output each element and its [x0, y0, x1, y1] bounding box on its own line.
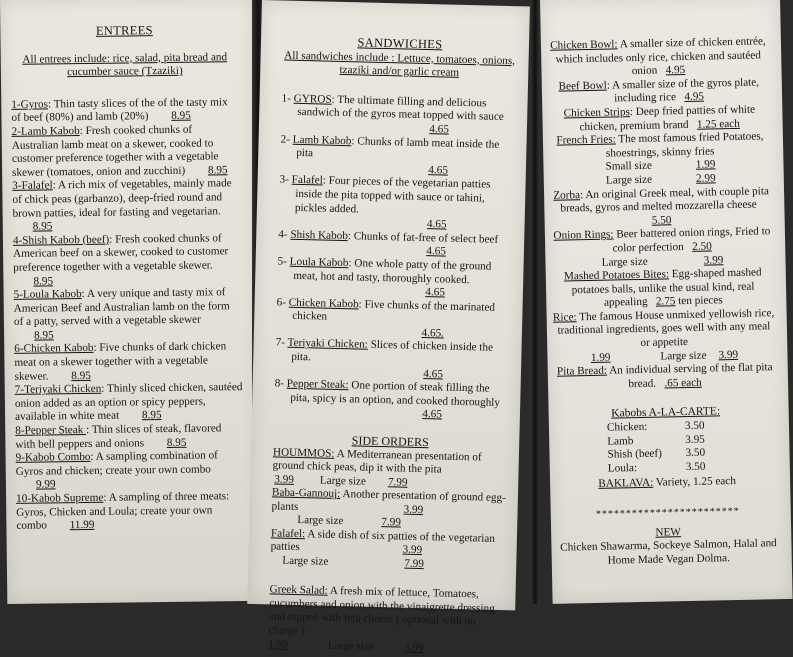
sandwich-price: 4.65: [428, 163, 449, 177]
entree-desc: : Thin slices of steak, flavored with bell peppers and onions: [15, 422, 222, 451]
sandwich-number: 1-: [281, 92, 292, 105]
entree-item: [15, 381, 243, 425]
sandwich-desc: : Chunks of fat-free of select beef: [347, 229, 499, 246]
chicken-bowl-name: Chicken Bowl:: [550, 38, 618, 52]
sandwich-price: 4.65: [422, 408, 443, 421]
sandwich-price: 4.65: [425, 286, 446, 299]
zorba-desc: : An original Greek meal, with couple pita breads, gyros and melted mozzarella cheese: [560, 184, 769, 215]
fries-desc: The most famous fried Potatoes, shoestrings, skinny fries: [605, 130, 764, 160]
strips-desc: : Deep fried patties of white chicken, premium brand: [579, 103, 756, 133]
entree-desc: : Five chunks of dark chicken meat on a skewer together with a vegetable skewer.: [14, 340, 227, 383]
sandwich-name: Falafel: [291, 174, 323, 187]
falafel-side-large-price: 7.99: [404, 557, 425, 570]
strips-price: 1.25 each: [696, 117, 740, 131]
alacarte-list: [555, 418, 778, 477]
zorba-price: 5.50: [651, 214, 672, 227]
alacarte-price: 3.50: [684, 419, 705, 433]
sandwich-price: 4.65.: [421, 326, 445, 340]
entrees-column: [10, 23, 244, 534]
sandwich-name: Loula Kabob: [289, 255, 349, 270]
bites-price: 2.75: [655, 295, 676, 308]
entree-desc: : Thinly sliced chicken, sautéed onion added as an option or spicy peppers, available in white meat: [14, 381, 243, 424]
sandwich-item: [277, 255, 512, 301]
sandwich-price: 4.65: [429, 123, 450, 136]
sandwich-number: 7-: [275, 336, 286, 350]
hoummos-large-label: Large size: [319, 474, 367, 488]
entree-name: 5-Loula Kabob: [13, 288, 82, 301]
baklava-desc: Variety, 1.25 each: [653, 475, 737, 490]
entree-desc: : Fresh cooked chunks of Australian lamb meat on a skewer, cooked to customer preference together with a vegetable skewer (tomatoes, onion and zucchini): [11, 123, 219, 179]
sandwich-item: [278, 174, 513, 234]
entree-name: 8-Pepper Steak: [15, 424, 87, 437]
alacarte-name: Loula:: [607, 461, 638, 475]
sandwich-item: [280, 133, 515, 179]
chicken-bowl-desc: A smaller size of chicken entrée, which includes only rice, chicken and sautéed onion: [555, 35, 766, 78]
hoummos-small-price: 3.99: [274, 473, 295, 486]
alacarte-name: Lamb: [607, 434, 634, 448]
entree-desc: : A sampling combination of Gyros and chicken; create your own combo: [15, 449, 218, 478]
sandwich-item: [275, 337, 510, 383]
side-greek-salad: [268, 584, 504, 657]
entrees-heading: ENTREES: [95, 23, 153, 38]
sandwich-number: 5-: [277, 255, 288, 268]
entree-item: [14, 341, 242, 385]
entree-name: 4-Shish Kabob (beef): [12, 233, 110, 247]
baba-large-label: Large size: [297, 514, 344, 528]
falafel-side-name: Falafel:: [270, 527, 306, 540]
entree-item: [16, 490, 244, 534]
side-hoummos: [272, 446, 507, 492]
sandwich-list: [274, 92, 516, 424]
sandwich-item: [274, 378, 509, 424]
rice-desc: The famous House unmixed yellowish rice, traditional ingredients, goes well with any meal or appetite: [557, 307, 775, 350]
entree-price: 8.95: [171, 110, 191, 123]
alacarte-price: 3.50: [685, 446, 706, 460]
sandwiches-panel: [247, 0, 530, 654]
bites-suffix: ten pieces: [675, 294, 723, 308]
sandwich-number: 2-: [280, 133, 291, 146]
alacarte-price: 3.50: [685, 460, 706, 473]
baba-name: Baba-Gannouj:: [271, 486, 341, 501]
entree-item: [12, 123, 241, 180]
alacarte-name: Shish (beef): [607, 447, 663, 461]
entree-name: 9-Kabob Combo: [15, 451, 91, 465]
fries-small-price: 1.99: [695, 158, 716, 172]
pita-desc: An individual serving of the flat pita bread.: [606, 361, 773, 391]
entree-name: 1-Gyros: [11, 98, 49, 111]
beef-bowl-price: 4.95: [684, 90, 705, 104]
fries-name: French Fries:: [556, 133, 616, 147]
sandwich-desc: : Five chunks of the marinated chicken: [292, 298, 496, 323]
sandwich-number: 8-: [274, 377, 285, 390]
sandwiches-heading: SANDWICHES: [357, 35, 443, 52]
sandwich-desc: : Chunks of lamb meat inside the pita: [296, 134, 500, 160]
fries-small-label: Small size: [605, 160, 652, 174]
sandwich-price: 4.65: [426, 218, 447, 231]
sandwich-name: Pepper Steak:: [286, 377, 349, 392]
entree-price: 9.99: [35, 478, 56, 492]
salad-desc: A fresh mix of lettuce, Tomatoes, cucumbers and onion with the vinaigrette dressing and topped with feta cheese ( optional with no charge ): [268, 584, 495, 638]
sandwich-desc: : One whole patty of the ground meat, hot and tasty, thoroughly cooked.: [293, 257, 492, 286]
entree-desc: : A rich mix of vegetables, mainly made of chick peas (garbanzo), deep-fried round and brown patties, ideal for fasting and vegetarian.: [12, 177, 232, 220]
pita-bread: [554, 361, 777, 393]
new-heading: NEW: [655, 525, 682, 539]
entree-item: [16, 449, 244, 493]
bites-desc: Egg-shaped mashed potatoes balls, unlike the usual kind, real appealing: [571, 266, 762, 310]
sandwich-number: 6-: [276, 296, 287, 309]
sandwich-number: 4-: [278, 228, 288, 241]
alacarte-name: Chicken:: [606, 420, 648, 434]
sides-column: [547, 35, 780, 569]
rings-large-price: 3.99: [703, 253, 724, 267]
entree-item: [13, 232, 242, 289]
entree-price: 8.95: [32, 220, 53, 233]
baba-large-price: 7.99: [381, 516, 402, 529]
fries-large-label: Large size: [605, 173, 653, 187]
entree-list: [11, 96, 244, 534]
entree-name: 10-Kabob Supreme: [16, 491, 104, 505]
baba-small-price: 3.99: [403, 503, 424, 516]
salad-large-label: Large size: [327, 639, 375, 653]
sandwich-name: Chicken Kabob: [288, 296, 359, 311]
entree-item: [15, 422, 243, 452]
sandwich-price: 4.65: [423, 367, 444, 381]
rings-large-label: Large size: [601, 255, 648, 269]
mashed-potato-bites: [552, 266, 775, 311]
sandwich-name: Shish Kabob: [290, 228, 349, 242]
sandwich-number: 3-: [279, 173, 290, 187]
rings-small-price: 2.50: [692, 240, 712, 253]
sandwich-item: [281, 92, 516, 138]
rice-large-label: Large size: [660, 349, 707, 363]
baklava-name: BAKLAVA:: [598, 477, 654, 491]
entree-price: 8.95: [207, 163, 228, 177]
entree-price: 8.95: [34, 329, 54, 342]
salad-large-price: 3.99: [403, 641, 424, 654]
entree-name: 2-Lamb Kabob: [11, 125, 80, 138]
entree-desc: : Thin tasty slices of the of the tasty mix of beef (80%) and lamb (20%): [11, 96, 228, 125]
falafel-side-small-price: 3.99: [402, 543, 423, 557]
entree-item: [11, 96, 239, 126]
fold-divider: [530, 0, 540, 604]
hoummos-large-price: 7.99: [387, 476, 408, 489]
entree-desc: : A sampling of three meats: Gyros, Chicken and Loula; create your own combo: [16, 490, 230, 533]
falafel-side-desc: A side dish of six patties of the vegetarian patties: [270, 527, 496, 554]
entree-name: 7-Teriyaki Chicken: [14, 383, 102, 397]
sandwiches-column: [268, 35, 517, 657]
rings-name: Onion Rings:: [553, 228, 614, 243]
hoummos-desc: A Mediterranean presentation of ground chick peas, dip it with the pita: [272, 447, 482, 476]
baba-desc: Another presentation of ground egg-plants: [271, 488, 507, 514]
sandwiches-intro: All sandwiches include : Lettuce, tomatoes, onions, tzaziki and/or garlic cream: [284, 49, 516, 80]
salad-small-price: 1.99: [268, 637, 288, 651]
sandwich-name: Lamb Kabob: [292, 133, 352, 147]
entree-desc: : Fresh cooked chunks of American beef on a skewer, cooked to customer preference together with a vegetable skewer.: [13, 232, 229, 274]
entree-item: [14, 286, 243, 343]
beef-bowl-desc: : A smaller size of the gyros plate, including rice: [606, 76, 760, 105]
baklava: [556, 475, 778, 493]
rice-name: Rice:: [552, 311, 577, 324]
pita-name: Pita Bread:: [556, 364, 608, 378]
sandwich-desc: Slices of chicken inside the pita.: [291, 339, 494, 364]
side-orders-heading: SIDE ORDERS: [351, 433, 429, 450]
sandwich-name: GYROS: [293, 92, 332, 106]
entree-price: 8.95: [71, 369, 91, 382]
entree-price: 8.95: [141, 409, 162, 422]
side-falafel: [270, 527, 505, 573]
hoummos-name: HOUMMOS:: [272, 446, 335, 460]
entrees-panel: [0, 0, 261, 604]
alacarte-price: 3.95: [685, 433, 705, 446]
sandwich-item: [276, 296, 511, 342]
entree-price: 8.95: [33, 274, 54, 288]
entree-price: 8.95: [166, 436, 187, 449]
beef-bowl-name: Beef Bowl: [558, 79, 607, 93]
bites-name: Mashed Potatoes Bites:: [563, 268, 670, 283]
sandwich-name: Teriyaki Chicken:: [287, 337, 368, 352]
entree-item: [12, 177, 241, 234]
falafel-side-large-label: Large size: [282, 554, 329, 568]
entree-name: 6-Chicken Kabob: [14, 342, 94, 356]
sandwich-desc: : Four pieces of the vegetarian patties inside the pita topped with sauce or tahini, pickles added.: [294, 174, 491, 215]
sandwich-price: 4.65: [426, 245, 447, 258]
entrees-intro: All entrees include: rice, salad, pita bread and cucumber sauce (Tzaziki): [22, 50, 228, 79]
sides-panel: [540, 0, 793, 604]
entree-desc: : A very unique and tasty mix of American Beef and Australian lamb on the form of a patty, served with a vegetable skewer: [13, 286, 230, 329]
sandwich-desc: : The ultimate filling and delicious sandwich of the gyros meat topped with sauce: [297, 93, 504, 124]
rings-desc: Beer battered onion rings, Fried to color perfection: [612, 225, 771, 255]
zorba-name: Zorba: [553, 188, 581, 202]
fries-large-price: 2.99: [695, 172, 716, 185]
entree-name: 3-Falafel: [12, 179, 53, 193]
stars-divider: ************************: [595, 505, 740, 520]
new-text: Chicken Shawarma, Sockeye Salmon, Halal and Home Made Vegan Dolma.: [560, 537, 777, 567]
rice-large-price: 3.99: [718, 348, 739, 361]
alacarte-heading: Kabobs A-LA-CARTE:: [611, 405, 721, 421]
strips-name: Chicken Strips: [563, 106, 630, 120]
entree-price: 11.99: [69, 519, 95, 532]
chicken-bowl-price: 4.95: [665, 64, 686, 77]
rice-small-price: 1.99: [590, 351, 611, 364]
rice: [553, 307, 776, 352]
pita-price: .65 each: [664, 376, 702, 390]
zorba: [550, 185, 773, 230]
salad-name: Greek Salad:: [269, 583, 328, 597]
side-baba-gannouj: [271, 487, 506, 533]
chicken-bowl: [547, 35, 770, 80]
sandwich-desc: One portion of steak filling the pita, spicy is an option, and cooked thoroughly: [290, 379, 501, 409]
